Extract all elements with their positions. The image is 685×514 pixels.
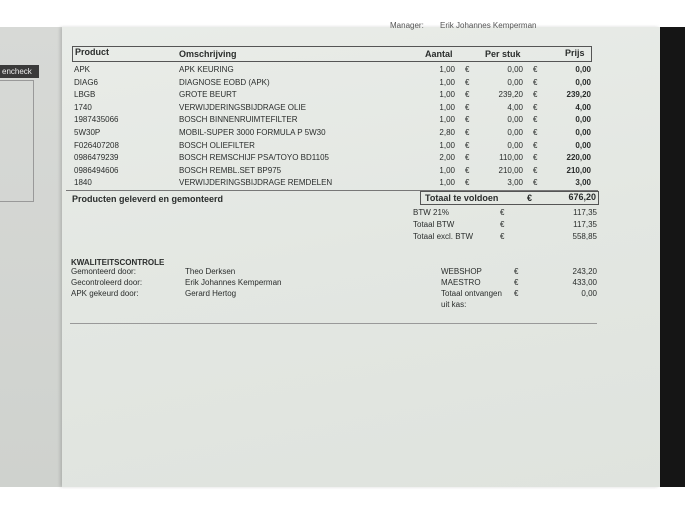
row-price: 0,00 xyxy=(575,140,591,150)
header-product: Product xyxy=(75,47,110,57)
row-currency: € xyxy=(533,115,538,125)
row-quantity: 1,00 xyxy=(439,77,455,87)
btw-value: 117,35 xyxy=(573,220,597,229)
manager-name: Erik Johannes Kemperman xyxy=(440,21,537,30)
row-price: 210,00 xyxy=(566,165,591,175)
row-currency: € xyxy=(533,90,538,100)
row-price: 0,00 xyxy=(575,65,591,74)
row-product: 0986479239 xyxy=(74,153,119,163)
row-currency: € xyxy=(533,178,538,188)
row-price: 3,00 xyxy=(575,178,591,188)
row-currency: € xyxy=(533,140,538,150)
row-product: 1840 xyxy=(74,178,92,188)
row-currency: € xyxy=(465,102,470,112)
row-currency: € xyxy=(465,128,470,137)
payment-value: 433,00 xyxy=(572,278,597,287)
row-unit-price: 0,00 xyxy=(507,115,523,125)
btw-label: Totaal excl. BTW xyxy=(413,232,474,241)
header-per-stuk: Per stuk xyxy=(485,49,521,59)
row-unit-price: 110,00 xyxy=(499,153,523,163)
quality-name: Gerard Hertog xyxy=(185,289,237,298)
row-description: GROTE BEURT xyxy=(179,90,237,100)
quality-label: APK gekeurd door: xyxy=(71,289,139,298)
row-price: 0,00 xyxy=(575,77,591,87)
payment-label: MAESTRO xyxy=(441,278,481,287)
btw-currency: € xyxy=(500,208,505,217)
row-currency: € xyxy=(533,165,538,175)
quality-label: Gecontroleerd door: xyxy=(71,278,143,287)
payment-currency: € xyxy=(514,267,519,276)
btw-value: 558,85 xyxy=(572,232,597,241)
quality-name: Erik Johannes Kemperman xyxy=(185,278,282,287)
row-unit-price: 210,00 xyxy=(498,165,523,175)
row-quantity: 1,00 xyxy=(439,115,455,125)
quality-name: Theo Derksen xyxy=(185,267,236,276)
row-currency: € xyxy=(533,153,538,163)
row-currency: € xyxy=(533,77,538,87)
row-description: BOSCH REMSCHIJF PSA/TOYO BD1105 xyxy=(179,153,329,163)
header-aantal: Aantal xyxy=(425,49,453,59)
row-currency: € xyxy=(465,140,470,150)
payment-value: 0,00 xyxy=(581,289,597,298)
row-description: BOSCH OLIEFILTER xyxy=(179,140,255,150)
row-quantity: 2,00 xyxy=(439,153,455,163)
row-product: F026407208 xyxy=(74,140,119,150)
header-prijs: Prijs xyxy=(565,48,585,58)
row-product: DIAG6 xyxy=(74,77,99,87)
row-currency: € xyxy=(465,165,470,175)
total-currency: € xyxy=(527,193,533,203)
btw-currency: € xyxy=(500,232,505,241)
btw-label: BTW 21% xyxy=(413,208,450,217)
header-omschrijving: Omschrijving xyxy=(179,49,237,59)
payment-value: 243,20 xyxy=(572,267,597,276)
row-product: 0986494606 xyxy=(74,165,119,175)
btw-value: 117,35 xyxy=(573,208,597,217)
row-price: 239,20 xyxy=(566,90,591,100)
payment-label: Totaal ontvangen xyxy=(441,289,502,298)
bottom-divider xyxy=(70,323,597,324)
row-product: 1987435066 xyxy=(74,115,119,125)
quality-title: KWALITEITSCONTROLE xyxy=(71,258,165,267)
row-unit-price: 0,00 xyxy=(507,77,523,87)
row-currency: € xyxy=(533,102,538,112)
row-currency: € xyxy=(465,77,470,87)
payment-label: WEBSHOP xyxy=(441,267,482,276)
row-description: VERWIJDERINGSBIJDRAGE OLIE xyxy=(179,102,306,112)
row-quantity: 1,00 xyxy=(439,178,455,188)
row-currency: € xyxy=(533,65,538,74)
footer-note: Producten geleverd en gemonteerd xyxy=(72,194,224,204)
row-unit-price: 0,00 xyxy=(507,140,523,150)
payment-currency: € xyxy=(514,278,519,287)
row-unit-price: 3,00 xyxy=(507,178,523,188)
row-quantity: 1,00 xyxy=(439,90,455,100)
row-currency: € xyxy=(465,115,470,125)
row-description: MOBIL-SUPER 3000 FORMULA P 5W30 xyxy=(179,128,326,137)
side-box xyxy=(0,80,34,202)
payments-extra: uit kas: xyxy=(441,300,467,309)
row-unit-price: 0,00 xyxy=(507,65,523,74)
row-quantity: 1,00 xyxy=(439,165,455,175)
row-description: DIAGNOSE EOBD (APK) xyxy=(179,77,270,87)
row-product: LBGB xyxy=(74,90,96,100)
row-product: 5W30P xyxy=(74,128,101,137)
btw-label: Totaal BTW xyxy=(413,220,455,229)
row-unit-price: 4,00 xyxy=(507,102,523,112)
row-currency: € xyxy=(465,65,470,74)
row-quantity: 2,80 xyxy=(439,128,455,137)
row-unit-price: 0,00 xyxy=(507,128,523,137)
row-currency: € xyxy=(465,153,470,163)
total-value: 676,20 xyxy=(568,192,596,202)
row-price: 0,00 xyxy=(575,128,591,137)
row-product: 1740 xyxy=(74,102,92,112)
row-currency: € xyxy=(465,90,470,100)
row-price: 220,00 xyxy=(566,153,591,163)
row-price: 0,00 xyxy=(575,115,591,125)
side-label: encheck xyxy=(0,65,39,78)
btw-currency: € xyxy=(500,220,505,229)
row-unit-price: 239,20 xyxy=(498,90,523,100)
total-label: Totaal te voldoen xyxy=(425,193,499,203)
quality-label: Gemonteerd door: xyxy=(71,267,136,276)
row-description: APK KEURING xyxy=(179,65,234,74)
row-quantity: 1,00 xyxy=(439,140,455,150)
row-price: 4,00 xyxy=(575,102,591,112)
row-currency: € xyxy=(533,128,538,137)
row-product: APK xyxy=(74,65,91,74)
manager-label: Manager: xyxy=(390,21,424,30)
row-description: BOSCH BINNENRUIMTEFILTER xyxy=(179,115,298,125)
row-quantity: 1,00 xyxy=(439,102,455,112)
payment-currency: € xyxy=(514,289,519,298)
row-description: VERWIJDERINGSBIJDRAGE REMDELEN xyxy=(179,178,333,188)
row-currency: € xyxy=(465,178,470,188)
row-quantity: 1,00 xyxy=(439,65,455,74)
row-description: BOSCH REMBL.SET BP975 xyxy=(179,165,282,175)
